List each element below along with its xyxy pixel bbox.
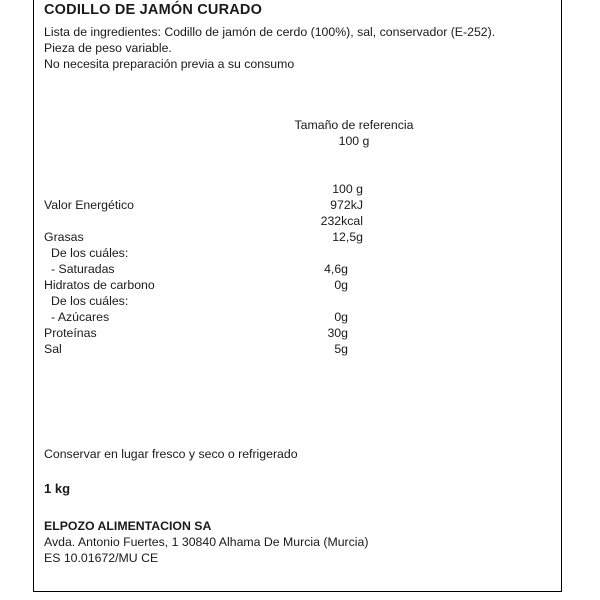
nutrition-table bbox=[44, 181, 374, 357]
piece-weight-note: Pieza de peso variable. bbox=[44, 41, 172, 55]
nutrient-value-protein: 30g bbox=[327, 326, 348, 340]
manufacturer-block bbox=[44, 518, 368, 566]
nutrient-label-protein: Proteínas bbox=[44, 326, 97, 340]
table-row bbox=[44, 213, 374, 229]
net-weight: 1 kg bbox=[44, 481, 71, 496]
nutrient-value-carbohydrates: 0g bbox=[334, 278, 348, 292]
nutrient-label-of-which-fat: De los cuáles: bbox=[51, 246, 129, 260]
reference-size-header bbox=[262, 117, 446, 149]
nutrient-value-energy-kj: 972kJ bbox=[330, 198, 363, 212]
nutrient-label-energy: Valor Energético bbox=[44, 198, 134, 212]
nutrient-label-saturates: - Saturadas bbox=[51, 262, 115, 276]
table-row bbox=[44, 229, 374, 245]
reference-size-value: 100 g bbox=[338, 134, 370, 148]
table-row bbox=[44, 261, 374, 277]
company-address: Avda. Antonio Fuertes, 1 30840 Alhama De Murcia (Murcia) bbox=[44, 535, 369, 549]
table-row bbox=[44, 245, 374, 261]
nutrient-value-energy-kcal: 232kcal bbox=[320, 214, 363, 228]
preparation-note: No necesita preparación previa a su consumo bbox=[44, 57, 295, 71]
nutrient-value-fat: 12,5g bbox=[332, 230, 363, 244]
page-title: CODILLO DE JAMÓN CURADO bbox=[44, 2, 263, 18]
nutrient-label-salt: Sal bbox=[44, 342, 62, 356]
nutrient-label-carbohydrates: Hidratos de carbono bbox=[44, 278, 155, 292]
nutrient-label-of-which-carbs: De los cuáles: bbox=[51, 294, 129, 308]
nutrient-value-salt: 5g bbox=[334, 342, 348, 356]
ingredients-block bbox=[44, 24, 504, 72]
nutrient-label-sugars: - Azúcares bbox=[51, 310, 110, 324]
table-row bbox=[44, 197, 374, 213]
reference-size-label: Tamaño de referencia bbox=[294, 118, 414, 132]
label-content bbox=[44, 0, 549, 600]
company-name: ELPOZO ALIMENTACION SA bbox=[44, 519, 212, 533]
nutrition-column-header: 100 g bbox=[332, 182, 363, 196]
nutrient-value-saturates: 4,6g bbox=[324, 262, 348, 276]
table-row bbox=[44, 277, 374, 293]
table-row bbox=[44, 341, 374, 357]
table-row bbox=[44, 309, 374, 325]
nutrient-value-sugars: 0g bbox=[334, 310, 348, 324]
table-row bbox=[44, 325, 374, 341]
nutrient-label-fat: Grasas bbox=[44, 230, 84, 244]
nutrition-column-header-row bbox=[44, 181, 374, 197]
registration-code: ES 10.01672/MU CE bbox=[44, 551, 159, 565]
table-row bbox=[44, 293, 374, 309]
storage-instructions: Conservar en lugar fresco y seco o refrigerado bbox=[44, 447, 298, 461]
ingredients-list: Lista de ingredientes: Codillo de jamón de cerdo (100%), sal, conservador (E-252). bbox=[44, 25, 496, 39]
